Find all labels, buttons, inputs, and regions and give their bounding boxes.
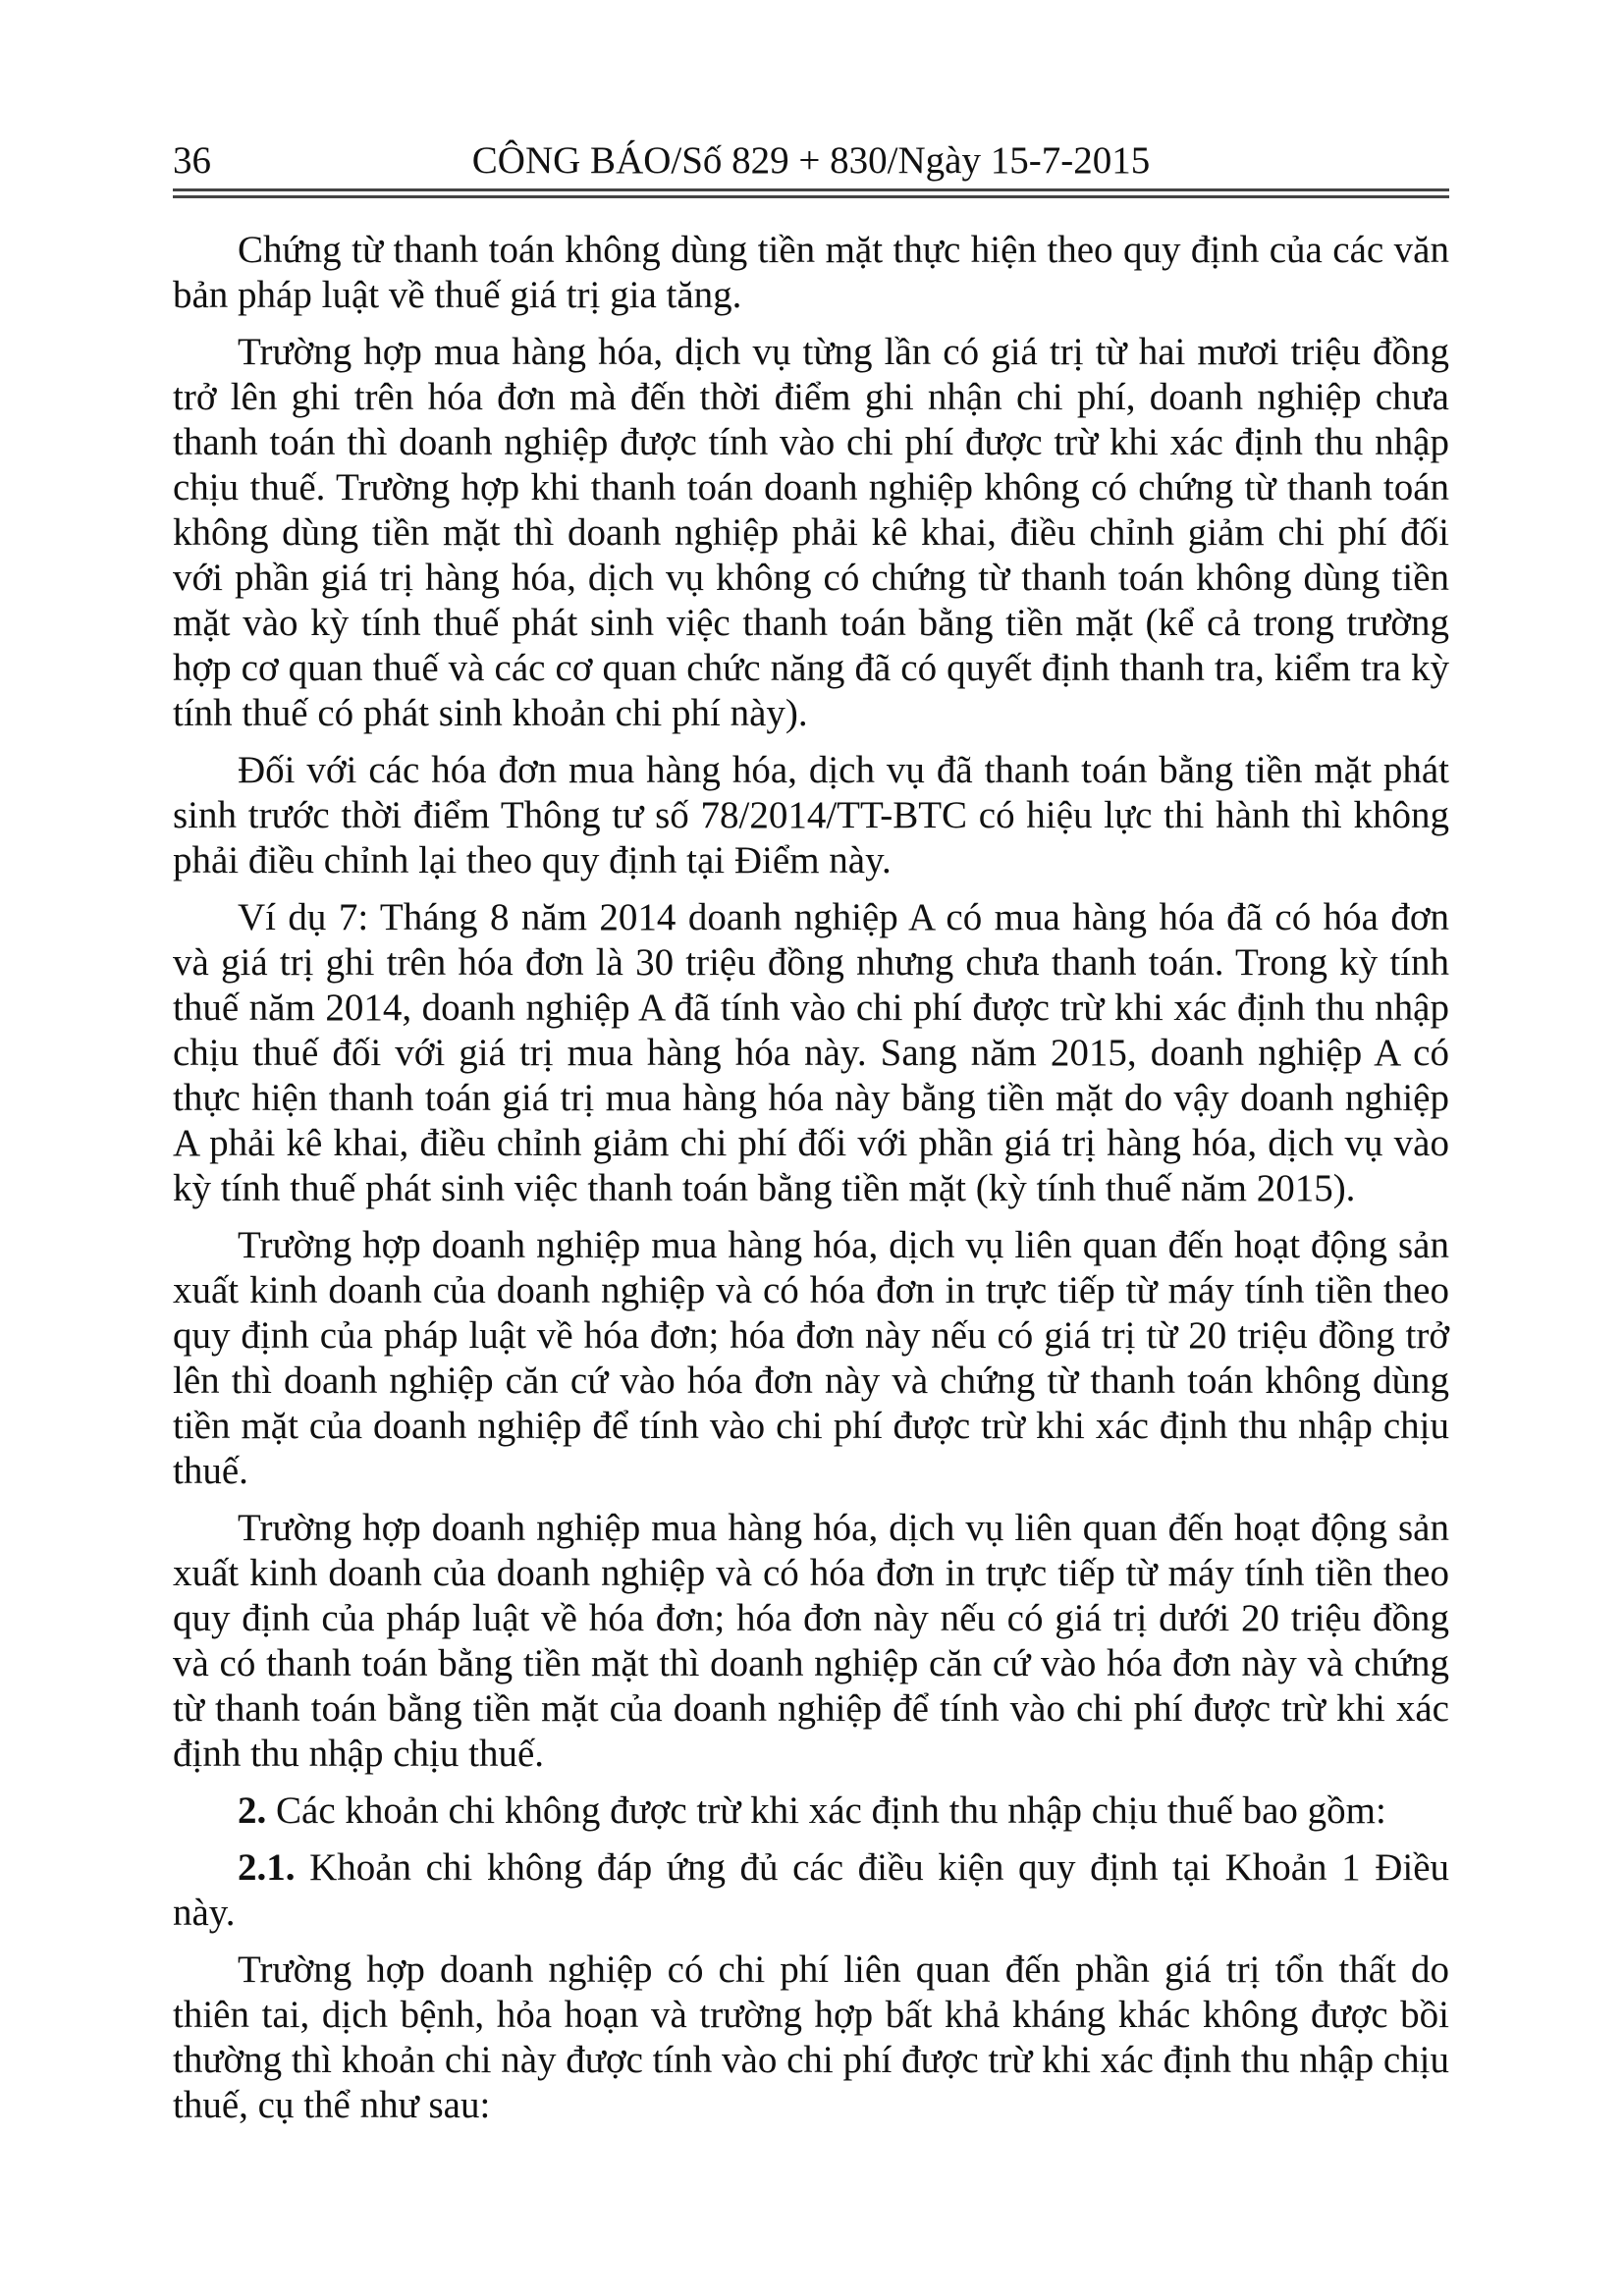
section-2-1-heading <box>173 1845 1449 1936</box>
paragraph-text: Các khoản chi không được trừ khi xác định thu nhập chịu thuế bao gồm: <box>266 1789 1386 1832</box>
section-number: 2. <box>238 1789 267 1832</box>
section-number: 2.1. <box>238 1846 296 1889</box>
paragraph-cash-register-under-20m <box>173 1506 1449 1777</box>
paragraph-text: Ví dụ 7: Tháng 8 năm 2014 doanh nghiệp A có mua hàng hóa đã có hóa đơn và giá trị ghi trên hóa đơn là 30 triệu đồng nhưng chưa thanh toán. Trong kỳ tính thuế năm 2014, doanh nghiệp A đã tính vào chi phí được trừ khi xác định thu nhập chịu thuế đối với giá trị mua hàng hóa này. Sang năm 2015, doanh nghiệp A có thực hiện thanh toán giá trị mua hàng hóa này bằng tiền mặt do vậy doanh nghiệp A phải kê khai, điều chỉnh giảm chi phí đối với phần giá trị hàng hóa, dịch vụ vào kỳ tính thuế phát sinh việc thanh toán bằng tiền mặt (kỳ tính thuế năm 2015). <box>173 896 1449 1209</box>
paragraph-text: Đối với các hóa đơn mua hàng hóa, dịch vụ đã thanh toán bằng tiền mặt phát sinh trước thời điểm Thông tư số 78/2014/TT-BTC có hiệu lực thi hành thì không phải điều chỉnh lại theo quy định tại Điểm này. <box>173 749 1449 881</box>
paragraph-text: Trường hợp doanh nghiệp mua hàng hóa, dịch vụ liên quan đến hoạt động sản xuất kinh doanh của doanh nghiệp và có hóa đơn in trực tiếp từ máy tính tiền theo quy định của pháp luật về hóa đơn; hóa đơn này nếu có giá trị dưới 20 triệu đồng và có thanh toán bằng tiền mặt thì doanh nghiệp căn cứ vào hóa đơn này và chứng từ thanh toán bằng tiền mặt của doanh nghiệp để tính vào chi phí được trừ khi xác định thu nhập chịu thuế. <box>173 1507 1449 1775</box>
document-body <box>173 228 1449 2140</box>
page-number: 36 <box>173 139 211 182</box>
paragraph-cash-register-over-20m <box>173 1223 1449 1494</box>
paragraph-text: Trường hợp mua hàng hóa, dịch vụ từng lần có giá trị từ hai mươi triệu đồng trở lên ghi trên hóa đơn mà đến thời điểm ghi nhận chi phí, doanh nghiệp chưa thanh toán thì doanh nghiệp được tính vào chi phí được trừ khi xác định thu nhập chịu thuế. Trường hợp khi thanh toán doanh nghiệp không có chứng từ thanh toán không dùng tiền mặt thì doanh nghiệp phải kê khai, điều chỉnh giảm chi phí đối với phần giá trị hàng hóa, dịch vụ không có chứng từ thanh toán không dùng tiền mặt vào kỳ tính thuế phát sinh việc thanh toán bằng tiền mặt (kể cả trong trường hợp cơ quan thuế và các cơ quan chức năng đã có quyết định thanh tra, kiểm tra kỳ tính thuế có phát sinh khoản chi phí này). <box>173 331 1449 734</box>
header-rule-bottom <box>173 195 1449 198</box>
section-2-heading <box>173 1789 1449 1834</box>
paragraph-example-7 <box>173 895 1449 1211</box>
paragraph-text: Khoản chi không đáp ứng đủ các điều kiện quy định tại Khoản 1 Điều này. <box>173 1846 1449 1934</box>
paragraph-cashless-payment-docs <box>173 228 1449 318</box>
paragraph-text: Trường hợp doanh nghiệp mua hàng hóa, dịch vụ liên quan đến hoạt động sản xuất kinh doanh của doanh nghiệp và có hóa đơn in trực tiếp từ máy tính tiền theo quy định của pháp luật về hóa đơn; hóa đơn này nếu có giá trị từ 20 triệu đồng trở lên thì doanh nghiệp căn cứ vào hóa đơn này và chứng từ thanh toán không dùng tiền mặt của doanh nghiệp để tính vào chi phí được trừ khi xác định thu nhập chịu thuế. <box>173 1224 1449 1492</box>
paragraph-natural-disaster-losses <box>173 1948 1449 2128</box>
paragraph-text: Trường hợp doanh nghiệp có chi phí liên quan đến phần giá trị tổn thất do thiên tai, dịch bệnh, hỏa hoạn và trường hợp bất khả kháng khác không được bồi thường thì khoản chi này được tính vào chi phí được trừ khi xác định thu nhập chịu thuế, cụ thể như sau: <box>173 1949 1449 2126</box>
header-rule-top <box>173 188 1449 191</box>
gazette-title: CÔNG BÁO/Số 829 + 830/Ngày 15-7-2015 <box>471 139 1151 182</box>
paragraph-text: Chứng từ thanh toán không dùng tiền mặt thực hiện theo quy định của các văn bản pháp luật về thuế giá trị gia tăng. <box>173 229 1449 316</box>
page-header <box>173 137 1449 185</box>
paragraph-invoices-before-circular <box>173 748 1449 883</box>
paragraph-over-twenty-million <box>173 330 1449 736</box>
